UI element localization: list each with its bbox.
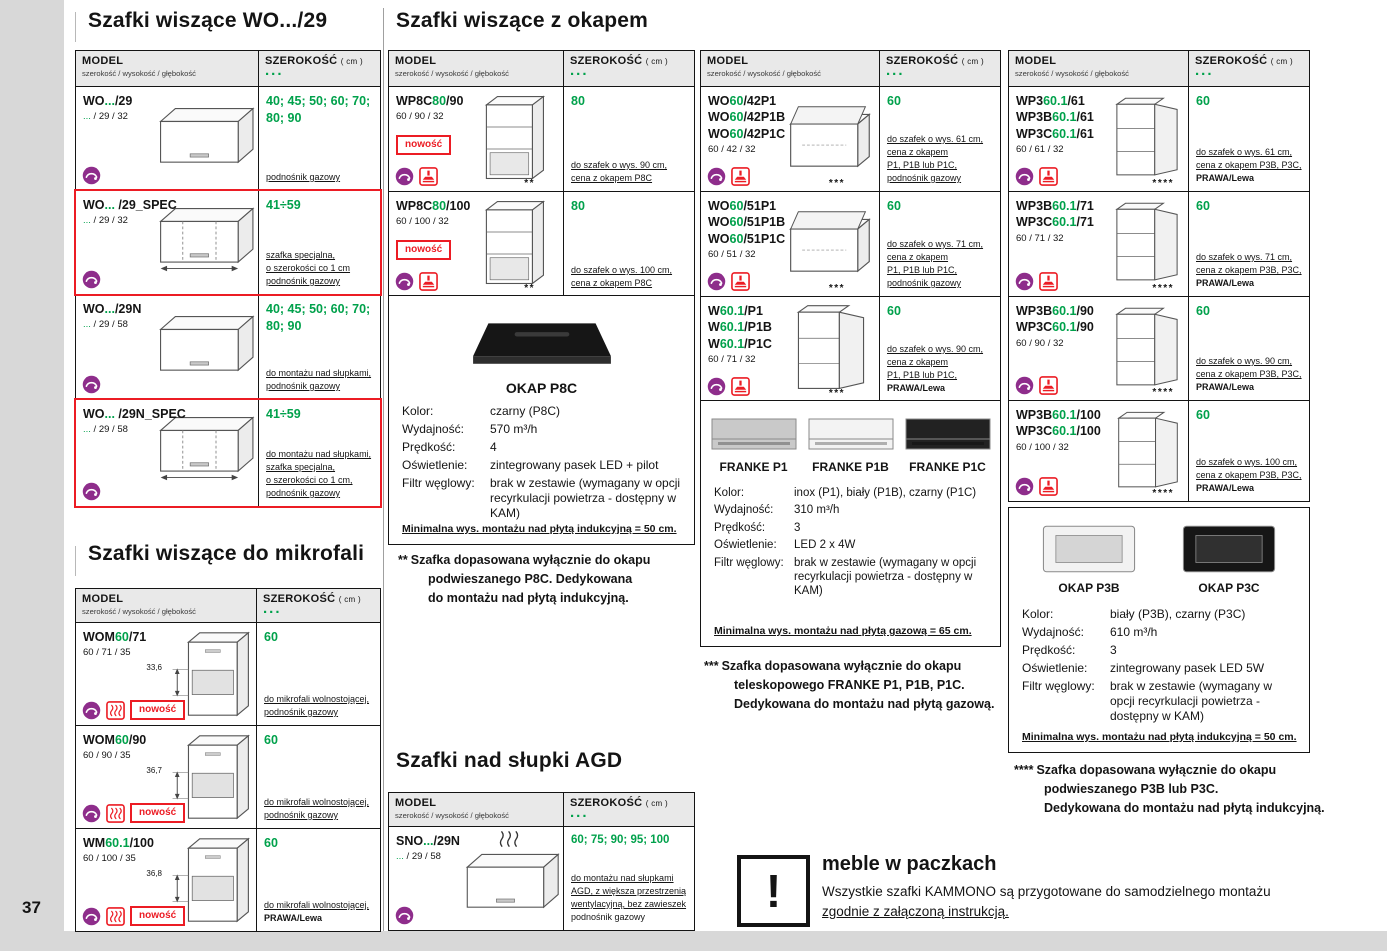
model-cell — [1009, 87, 1189, 191]
width-cell — [259, 400, 380, 506]
feature-icons — [82, 700, 185, 720]
footer-title: meble w paczkach — [822, 853, 997, 875]
model-cell — [1009, 401, 1189, 501]
width-values: 60 — [264, 630, 278, 644]
model-cell — [76, 829, 257, 931]
steam-icon — [106, 804, 125, 823]
section-title-wo29: Szafki wiszące WO.../29 — [88, 9, 328, 32]
model-name: WO.../29N — [83, 302, 142, 316]
model-name: WP3B60.1/71 — [1016, 199, 1094, 213]
table-header — [389, 51, 694, 87]
franke-p1c-image — [902, 411, 994, 457]
hood-specs — [389, 404, 694, 521]
column-header-width: SZEROKOŚĆ ( cm ) ... — [259, 51, 380, 86]
okap-p3b-label: OKAP P3B — [1058, 581, 1120, 595]
row-notes: do szafek o wys. 71 cm, cena z okapem P1, P1B lub P1C, podnośnik gazowy — [887, 238, 984, 288]
table-row — [76, 295, 380, 400]
model-name: W60.1/P1 — [708, 304, 763, 318]
column-header-width: SZEROKOŚĆ ( cm ) ... — [564, 51, 694, 86]
spec-value: 3 — [1110, 643, 1117, 657]
okap-p3c-label: OKAP P3C — [1198, 581, 1260, 595]
wp3-table — [1008, 50, 1310, 502]
feature-icons — [395, 272, 438, 291]
hood-icon — [419, 272, 438, 291]
table-header — [76, 51, 380, 87]
spec-value: zintegrowany pasek LED + pilot — [490, 458, 659, 472]
spec-value: brak w zestawie (wymagany w opcji recyrkulacji powietrza - dostępny w KAM) — [490, 476, 681, 520]
soft-close-icon — [82, 701, 101, 720]
model-name: WO60/51P1 — [708, 199, 777, 213]
footnote-p8c: ** Szafka dopasowana wyłącznie do okapu podwieszanego P8C. Dedykowana do montażu nad płytą indukcyjną. — [398, 553, 651, 605]
model-cell — [1009, 192, 1189, 296]
model-name: WO60/42P1C — [708, 126, 786, 141]
table-header — [1009, 51, 1309, 87]
model-name: W60.1/P1B — [708, 320, 772, 335]
model-name: WOM60/90 — [83, 733, 147, 747]
width-values: 60 — [1196, 408, 1210, 422]
column-header-width: SZEROKOŚĆ ( cm ) ... — [257, 589, 380, 622]
spec-value: czarny (P8C) — [490, 404, 561, 418]
model-cell — [76, 191, 259, 294]
section-title-agd: Szafki nad słupki AGD — [396, 749, 623, 772]
width-cell — [564, 192, 694, 296]
column-header-width: SZEROKOŚĆ ( cm ) ... — [564, 793, 694, 826]
spec-value: 610 m³/h — [1110, 625, 1158, 639]
soft-close-icon — [395, 272, 414, 291]
width-cell — [880, 297, 1000, 401]
soft-close-icon — [1015, 272, 1034, 291]
mikrofali-table — [75, 588, 381, 932]
wo29-table — [75, 50, 381, 507]
hood-specs — [701, 486, 1000, 599]
model-name: W60.1/P1C — [708, 336, 772, 351]
hood-icon — [1039, 376, 1058, 395]
nowosc-badge: nowość — [130, 906, 185, 926]
franke-p1 — [708, 411, 800, 474]
spec-value: 4 — [490, 440, 497, 454]
table-row — [701, 87, 1000, 192]
model-name: WO... /29_SPEC — [83, 198, 177, 212]
model-cell — [76, 623, 257, 725]
spec-label: Prędkość: — [1022, 643, 1076, 657]
model-name: WP8C80/90 — [396, 94, 464, 108]
feature-icons — [707, 377, 750, 396]
spec-label: Wydajność: — [714, 504, 774, 517]
okap-p3c-image — [1177, 520, 1281, 578]
feature-icons — [395, 167, 438, 186]
column-header-width: SZEROKOŚĆ ( cm ) ... — [880, 51, 1000, 86]
column-header-model: MODEL szerokość / wysokość / głębokość — [389, 793, 564, 826]
model-cell — [1009, 297, 1189, 400]
model-name: WP3B60.1/90 — [1016, 304, 1094, 318]
model-name: WP360.1/61 — [1016, 94, 1085, 108]
soft-close-icon — [707, 272, 726, 291]
table-row — [76, 400, 380, 506]
model-cell — [389, 192, 564, 296]
model-cell — [76, 87, 259, 190]
model-cell — [701, 297, 880, 401]
width-cell — [1189, 87, 1309, 191]
spec-label: Prędkość: — [402, 440, 456, 454]
niche-dimension: 36,7 — [146, 766, 162, 775]
spec-value: LED 2 x 4W — [794, 539, 856, 552]
column-header-model: MODEL szerokość / wysokość / głębokość — [701, 51, 880, 86]
niche-dimension: 33,6 — [146, 663, 162, 672]
model-dims: ... / 29 / 58 — [396, 851, 441, 863]
cabinet-image — [153, 412, 255, 484]
footnote-marker: **** — [1152, 387, 1174, 398]
spec-label: Oświetlenie: — [402, 458, 468, 472]
nowosc-badge: nowość — [130, 803, 185, 823]
width-values: 60 — [887, 199, 901, 213]
model-name: WP8C80/100 — [396, 199, 471, 213]
footnote-marker: **** — [1152, 283, 1174, 294]
soft-close-icon — [82, 482, 101, 501]
spec-label: Prędkość: — [714, 521, 766, 534]
table-row — [76, 191, 380, 295]
spec-label: Wydajność: — [402, 422, 464, 436]
soft-close-icon — [707, 377, 726, 396]
nowosc-badge: nowość — [396, 240, 451, 260]
soft-close-icon — [82, 375, 101, 394]
model-name: WO60/51P1B — [708, 215, 786, 230]
min-height-note: Minimalna wys. montażu nad płytą gazową = 65 cm. — [714, 625, 972, 637]
spec-value: brak w zestawie (wymagany w opcji recyrkulacji powietrza - dostępny w KAM) — [794, 556, 977, 598]
model-cell — [389, 827, 564, 930]
width-cell — [564, 827, 694, 930]
model-dims: 60 / 100 / 32 — [396, 216, 449, 228]
table-row — [1009, 192, 1309, 297]
soft-close-icon — [1015, 167, 1034, 186]
franke-p1b-image — [805, 411, 897, 457]
table-row — [389, 827, 694, 930]
franke-p1c-label: FRANKE P1C — [909, 460, 986, 474]
spec-label: Kolor: — [714, 487, 745, 499]
spec-value: brak w zestawie (wymagany w opcji recyrkulacji powietrza - dostępny w KAM) — [1110, 679, 1273, 723]
green-dots: ... — [886, 62, 905, 79]
spec-value: zintegrowany pasek LED 5W — [1110, 661, 1265, 675]
width-values: 60 — [887, 304, 901, 318]
model-name: WM60.1/100 — [83, 836, 154, 850]
feature-icons — [82, 270, 101, 289]
spec-value: 570 m³/h — [490, 422, 538, 436]
spec-label: Oświetlenie: — [1022, 661, 1088, 675]
nowosc-badge: nowość — [396, 135, 451, 155]
column-header-width: SZEROKOŚĆ ( cm ) ... — [1189, 51, 1309, 86]
table-header — [701, 51, 1000, 87]
soft-close-icon — [82, 907, 101, 926]
model-name: WP3C60.1/100 — [1016, 424, 1101, 439]
width-cell — [257, 726, 380, 828]
width-values: 40; 45; 50; 60; 70; 80; 90 — [266, 94, 371, 125]
p3-hoods — [1009, 508, 1309, 595]
cabinet-image — [153, 203, 255, 275]
width-cell — [1189, 192, 1309, 296]
column-header-model: MODEL szerokość / wysokość / głębokość — [76, 51, 259, 86]
width-cell — [259, 191, 380, 294]
table-row — [389, 192, 694, 296]
spec-label: Kolor: — [1022, 607, 1054, 621]
width-cell — [564, 87, 694, 191]
soft-close-icon — [1015, 477, 1034, 496]
width-values: 60 — [1196, 199, 1210, 213]
soft-close-icon — [82, 804, 101, 823]
nowosc-badge: nowość — [130, 700, 185, 720]
spec-label: Filtr węglowy: — [714, 556, 784, 569]
feature-icons — [1015, 272, 1058, 291]
footnote-marker: **** — [1152, 178, 1174, 189]
model-dims: ... / 29 / 32 — [83, 215, 128, 227]
hood-icon — [731, 167, 750, 186]
width-cell — [1189, 401, 1309, 501]
width-values: 60; 75; 90; 95; 100 — [571, 834, 670, 846]
model-cell — [76, 295, 259, 399]
feature-icons — [707, 167, 750, 186]
model-cell — [701, 87, 880, 191]
footnote-marker: ** — [524, 283, 535, 294]
okap-p8c-image — [452, 308, 632, 378]
row-notes: do szafek o wys. 61 cm, cena z okapem P1, P1B lub P1C, podnośnik gazowy — [887, 133, 984, 183]
franke-p1b — [805, 411, 897, 474]
franke-p1-label: FRANKE P1 — [719, 460, 788, 474]
feature-icons — [82, 803, 185, 823]
model-cell — [389, 87, 564, 191]
table-header — [389, 793, 694, 827]
min-height-note: Minimalna wys. montażu nad płytą indukcyjną = 50 cm. — [402, 523, 677, 535]
column-divider — [383, 8, 384, 931]
green-dots: ... — [1195, 62, 1214, 79]
footnote-marker: *** — [828, 388, 845, 399]
width-values: 40; 45; 50; 60; 70; 80; 90 — [266, 302, 371, 333]
footnote-p3: **** Szafka dopasowana wyłącznie do okapu podwieszanego P3B lub P3C. Dedykowana do montażu nad płytą indukcyjną. — [1014, 763, 1325, 815]
column-header-model: MODEL szerokość / wysokość / głębokość — [389, 51, 564, 86]
hood-icon — [1039, 272, 1058, 291]
model-name: WO60/51P1C — [708, 231, 786, 246]
steam-icon — [106, 907, 125, 926]
table-row — [1009, 87, 1309, 192]
green-dots: ... — [570, 62, 589, 79]
model-dims: ... / 29 / 58 — [83, 319, 128, 331]
row-notes: do szafek o wys. 90 cm, cena z okapem P3B, P3C, PRAWA/Lewa — [1196, 355, 1302, 392]
franke-table — [700, 50, 1001, 402]
table-row — [76, 726, 380, 829]
width-values: 60 — [264, 733, 278, 747]
width-values: 80 — [571, 94, 585, 108]
model-name: WP3C60.1/61 — [1016, 126, 1094, 141]
model-dims: 60 / 71 / 32 — [1016, 232, 1064, 244]
row-notes: do szafek o wys. 90 cm, cena z okapem P1, P1B lub P1C, PRAWA/Lewa — [887, 343, 984, 393]
width-cell — [259, 87, 380, 190]
franke-p1c — [902, 411, 994, 474]
soft-close-icon — [707, 167, 726, 186]
model-dims: ... / 29 / 58 — [83, 424, 128, 436]
model-cell — [76, 726, 257, 828]
okap-p3-box — [1008, 507, 1310, 753]
width-values: 60 — [1196, 94, 1210, 108]
width-values: 80 — [571, 199, 585, 213]
spec-label: Filtr węglowy: — [402, 476, 475, 490]
section-title-okap: Szafki wiszące z okapem — [396, 9, 649, 32]
model-dims: 60 / 100 / 35 — [83, 853, 136, 865]
width-cell — [880, 192, 1000, 296]
spec-label: Wydajność: — [1022, 625, 1084, 639]
column-header-model: MODEL szerokość / wysokość / głębokość — [1009, 51, 1189, 86]
table-row — [1009, 401, 1309, 501]
width-cell — [1189, 297, 1309, 400]
soft-close-icon — [1015, 376, 1034, 395]
exclamation-mark: ! — [765, 865, 782, 917]
feature-icons — [82, 166, 101, 185]
franke-p1b-label: FRANKE P1B — [812, 460, 889, 474]
okap-p3b — [1037, 520, 1141, 595]
hood-icon — [1039, 167, 1058, 186]
green-dots: ... — [265, 62, 284, 79]
table-row — [76, 87, 380, 191]
model-name: WO60/42P1 — [708, 94, 777, 108]
width-values: 60 — [887, 94, 901, 108]
footnote-marker: *** — [828, 178, 845, 189]
width-values: 41÷59 — [266, 407, 301, 421]
feature-icons — [82, 906, 185, 926]
model-cell — [76, 400, 259, 506]
hood-specs — [1009, 607, 1309, 724]
footer-text-line2: zgodnie z załączoną instrukcją. — [822, 904, 1009, 919]
row-notes: podnośnik gazowy — [266, 171, 341, 182]
hood-icon — [731, 272, 750, 291]
soft-close-icon — [395, 906, 414, 925]
model-dims: 60 / 100 / 32 — [1016, 441, 1069, 453]
width-cell — [259, 295, 380, 399]
feature-icons — [82, 482, 101, 501]
title-divider — [75, 12, 76, 42]
model-dims: 60 / 51 / 32 — [708, 248, 756, 260]
footnote-marker: **** — [1152, 488, 1174, 499]
hood-icon — [419, 167, 438, 186]
width-values: 60 — [264, 836, 278, 850]
min-height-note: Minimalna wys. montażu nad płytą indukcyjną = 50 cm. — [1022, 731, 1297, 743]
feature-icons — [395, 906, 414, 925]
column-header-model: MODEL szerokość / wysokość / głębokość — [76, 589, 257, 622]
soft-close-icon — [395, 167, 414, 186]
model-name: SNO.../29N — [396, 834, 460, 848]
soft-close-icon — [82, 270, 101, 289]
model-name: WO60/42P1B — [708, 110, 786, 125]
footnote-marker: *** — [828, 283, 845, 294]
spec-value: 3 — [794, 521, 801, 534]
page-number: 37 — [22, 898, 41, 917]
soft-close-icon — [82, 166, 101, 185]
width-cell — [257, 829, 380, 931]
width-values: 41÷59 — [266, 198, 301, 212]
model-name: WP3B60.1/100 — [1016, 408, 1101, 422]
row-notes: do szafek o wys. 100 cm, cena z okapem P3B, P3C, PRAWA/Lewa — [1196, 456, 1302, 493]
width-values: 60 — [1196, 304, 1210, 318]
model-name: WP3B60.1/61 — [1016, 110, 1094, 125]
spec-label: Filtr węglowy: — [1022, 679, 1095, 693]
table-row — [389, 87, 694, 192]
section-title-mikrofali: Szafki wiszące do mikrofali — [88, 542, 365, 565]
agd-table — [388, 792, 695, 931]
feature-icons — [1015, 376, 1058, 395]
row-notes: do montażu nad słupkami, szafka specjalna, o szerokości co 1 cm, podnośnik gazowy — [266, 448, 372, 498]
model-dims: 60 / 61 / 32 — [1016, 143, 1064, 155]
table-row — [76, 829, 380, 931]
spec-value: 310 m³/h — [794, 504, 840, 517]
green-dots: ... — [570, 804, 589, 821]
wp8c-table — [388, 50, 695, 297]
spec-label: Oświetlenie: — [714, 539, 777, 552]
table-header — [76, 589, 380, 623]
hood-icon — [731, 377, 750, 396]
model-name: WO.../29 — [83, 94, 133, 108]
model-name: WP3C60.1/90 — [1016, 320, 1094, 335]
row-notes: do szafek o wys. 90 cm, cena z okapem P8C — [571, 159, 668, 183]
green-dots: ... — [263, 600, 282, 617]
model-name: WOM60/71 — [83, 630, 147, 644]
footnote-marker: ** — [524, 178, 535, 189]
franke-hoods — [701, 401, 1000, 474]
footnote-franke: *** Szafka dopasowana wyłącznie do okapu teleskopowego FRANKE P1, P1B, P1C. Dedykowana do montażu nad płytą gazową. — [704, 659, 995, 711]
spec-value: biały (P3B), czarny (P3C) — [1110, 607, 1246, 621]
table-row — [1009, 297, 1309, 401]
hood-icon — [1039, 477, 1058, 496]
feature-icons — [1015, 167, 1058, 186]
model-name: WO... /29N_SPEC — [83, 407, 186, 421]
model-name: WP3C60.1/71 — [1016, 215, 1094, 230]
okap-p3b-image — [1037, 520, 1141, 578]
row-notes: do montażu nad słupkami AGD, z większa przestrzenią wentylacyjną, bez zawieszek podnośnik gazowy — [571, 872, 687, 922]
franke-box — [700, 400, 1001, 647]
feature-icons — [707, 272, 750, 291]
row-notes: do montażu nad słupkami, podnośnik gazowy — [266, 367, 372, 391]
model-dims: 60 / 90 / 35 — [83, 750, 131, 762]
row-notes: szafka specjalna, o szerokości co 1 cm podnośnik gazowy — [266, 249, 351, 286]
spec-label: Kolor: — [402, 404, 434, 418]
niche-dimension: 36,8 — [146, 869, 162, 878]
row-notes: do mikrofali wolnostojącej, podnośnik gazowy — [264, 796, 370, 820]
row-notes: do mikrofali wolnostojącej, PRAWA/Lewa — [264, 899, 370, 923]
model-dims: 60 / 71 / 32 — [708, 353, 756, 365]
exclamation-box — [737, 855, 810, 927]
steam-icon — [106, 701, 125, 720]
model-dims: 60 / 71 / 35 — [83, 647, 131, 659]
okap-p8c-box — [388, 295, 695, 545]
model-dims: 60 / 90 / 32 — [396, 111, 444, 123]
footer-text-line1: Wszystkie szafki KAMMONO są przygotowane do samodzielnego montażu — [822, 884, 1271, 899]
width-cell — [257, 623, 380, 725]
row-notes: do szafek o wys. 100 cm, cena z okapem P8C — [571, 264, 673, 288]
table-row — [76, 623, 380, 726]
row-notes: do szafek o wys. 61 cm, cena z okapem P3B, P3C, PRAWA/Lewa — [1196, 146, 1302, 183]
okap-p3c — [1177, 520, 1281, 595]
row-notes: do szafek o wys. 71 cm, cena z okapem P3B, P3C, PRAWA/Lewa — [1196, 251, 1302, 288]
hood-title: OKAP P8C — [505, 380, 578, 396]
table-row — [701, 297, 1000, 401]
model-cell — [701, 192, 880, 296]
spec-value: inox (P1), biały (P1B), czarny (P1C) — [794, 487, 977, 499]
row-notes: do mikrofali wolnostojącej, podnośnik gazowy — [264, 693, 370, 717]
width-cell — [880, 87, 1000, 191]
franke-p1-image — [708, 411, 800, 457]
model-dims: 60 / 42 / 32 — [708, 143, 756, 155]
title-divider — [75, 546, 76, 576]
model-dims: ... / 29 / 32 — [83, 111, 128, 123]
feature-icons — [1015, 477, 1058, 496]
feature-icons — [82, 375, 101, 394]
model-dims: 60 / 90 / 32 — [1016, 337, 1064, 349]
table-row — [701, 192, 1000, 297]
